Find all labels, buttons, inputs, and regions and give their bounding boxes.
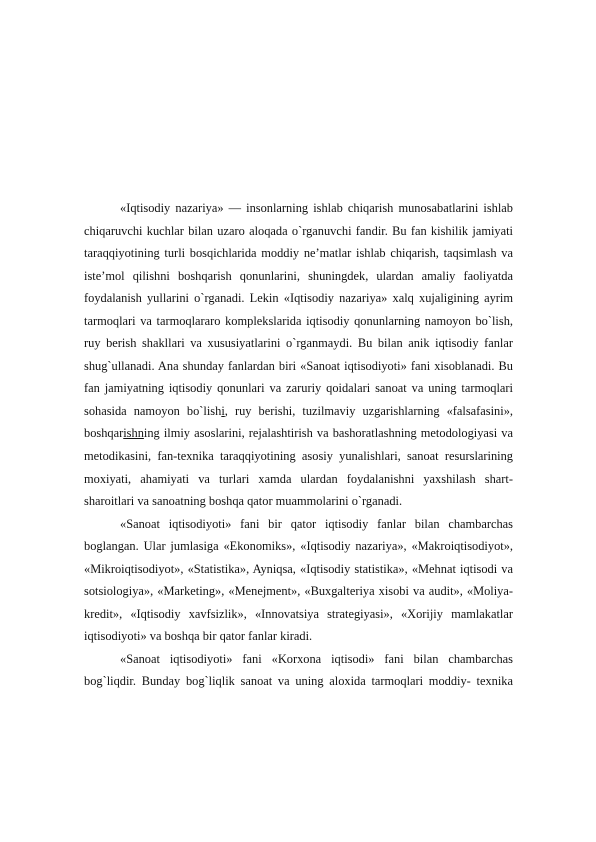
- paragraph-intro-underlined-2: ishn: [123, 426, 144, 441]
- paragraph-enterprise-economics: [84, 648, 513, 693]
- paragraph-related-sciences-text: «Sanoat iqtisodiyoti» fani bir qator iqtisodiy fanlar bilan chambarchas boglangan. Ular jumlasiga «Ekonomiks», «Iqtisodiy nazariya», «Makroiqtisodiyot», «Mikroiqtisodiyot», «Statistika», Ayniqsa, «Iqtisodiy statistika», «Mehnat iqtisodi va sotsiologiya», «Marketing», «Menejment», «Buxgalteriya xisobi va audit», «Moliya-kredit», «Iqtisodiy xavfsizlik», «Innovatsiya strategiyasi», «Xorijiy mamlakatlar iqtisodiyoti» va boshqa bir qator fanlar kiradi.: [84, 516, 513, 644]
- paragraph-intro-text: «Iqtisodiy nazariya» — insonlarning ishlab chiqarish munosabatlarini ishlab chiqaruvchi kuchlar bilan uzaro aloqada o`rganuvchi fandir. Bu fan kishilik jamiyati taraqqiyotining turli bosqichlarida moddiy ne’matlar ishlab chiqarish, taqsimlash va iste’mol qilishni boshqarish qonunlarini, shuningdek, ulardan amaliy faoliyatda foydalanish yullarini o`rganadi. Lekin «Iqtisodiy nazariya» xalq xujaligining ayrim tarmoqlari va tarmoqlararo komplekslarida iqtisodiy qonunlarning namoyon bo`lish, ruy berish shakllari va xususiyatlarini o`rganmaydi. Bu bilan anik iqtisodiy fanlar shug`ullanadi. Ana shunday fanlardan biri «Sanoat iqtisodiyoti» fani xisoblanadi. Bu fan jamiyatning iqtisodiy qonunlari va zaruriy qoidalari sanoat va uning tarmoqlari sohasida namoyon bo`lish: [84, 201, 513, 418]
- paragraph-intro: [84, 197, 513, 513]
- paragraph-intro-underlined-1: i: [221, 403, 225, 418]
- paragraph-intro-text-mid: , ruy berishi, tuzilmaviy uzgarishlarning «falsafasini», boshqar: [84, 403, 513, 441]
- paragraph-intro-text-end: ing ilmiy asoslarini, rejalashtirish va bashoratlashning metodologiyasi va metodikasini, fan-texnika taraqqiyotining asosiy yunalishlari, sanoat resurslarining moxiyati, ahamiyati va turlari xamda ulardan foydalanishni yaxshilash shart-sharoitlari va sanoatning boshqa qator muammolarini o`rganadi.: [84, 426, 513, 509]
- document-text-body: [84, 197, 513, 693]
- paragraph-enterprise-economics-text: «Sanoat iqtisodiyoti» fani «Korxona iqtisodi» fani bilan chambarchas bog`liqdir. Bunday bog`liqlik sanoat va uning aloxida tarmoqlari moddiy- texnika: [84, 651, 513, 689]
- paragraph-related-sciences: [84, 513, 513, 648]
